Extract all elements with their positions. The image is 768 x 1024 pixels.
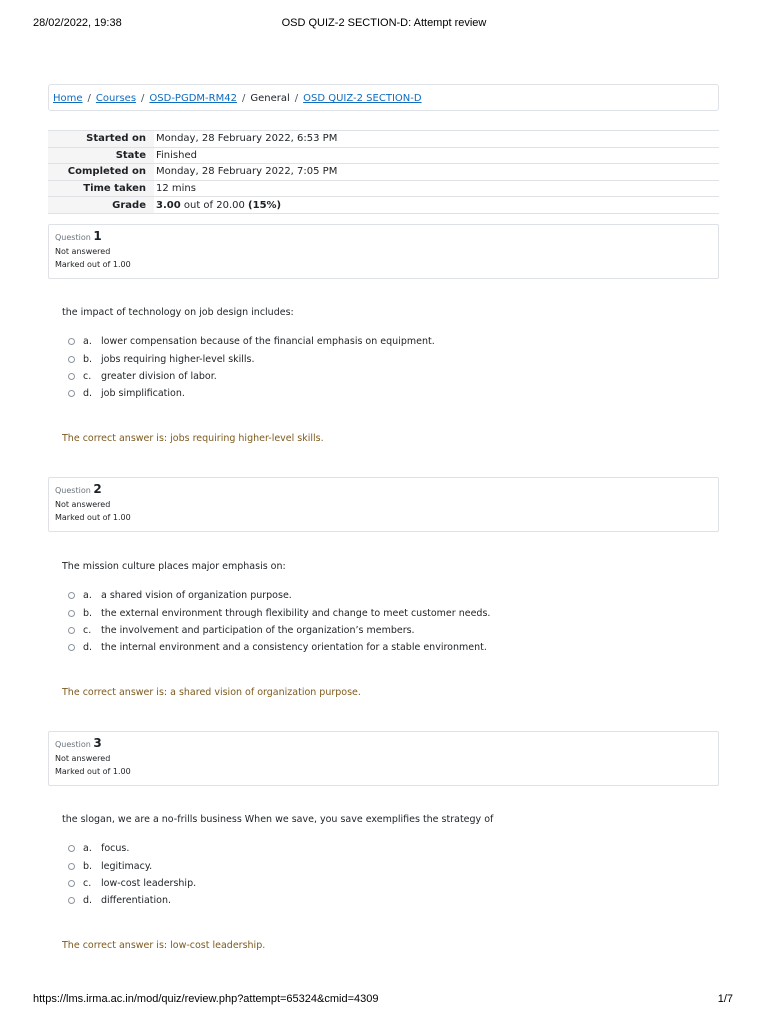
correct-answer-2: The correct answer is: a shared vision of organization purpose. <box>62 687 361 698</box>
question-text-1: the impact of technology on job design includes: <box>62 307 294 318</box>
question-info-1 <box>48 224 719 279</box>
answer-text: jobs requiring higher-level skills. <box>101 353 255 365</box>
started-label: Started on <box>48 131 154 148</box>
question-label: Question <box>55 486 91 495</box>
radio-button[interactable] <box>68 610 75 617</box>
summary-row-completed <box>48 164 719 181</box>
answer-letter: a. <box>83 843 92 855</box>
question-status: Not answered <box>55 754 111 763</box>
answer-letter: c. <box>83 370 92 382</box>
state-value: Finished <box>156 149 197 161</box>
answer-letter: c. <box>83 624 92 636</box>
answer-options-2 <box>68 587 490 657</box>
answer-text: differentiation. <box>101 895 172 907</box>
answer-text: lower compensation because of the financial emphasis on equipment. <box>101 336 435 348</box>
question-number: 1 <box>93 229 102 243</box>
breadcrumb-courses-link[interactable]: Courses <box>95 93 137 104</box>
answer-option[interactable] <box>68 857 196 874</box>
question-number: 2 <box>93 482 102 496</box>
summary-row-time <box>48 180 719 197</box>
question-info-3 <box>48 731 719 786</box>
answer-text: low-cost leadership. <box>101 877 197 889</box>
answer-letter: b. <box>83 607 93 619</box>
breadcrumb-separator: / <box>141 93 145 104</box>
question-number: 3 <box>93 736 102 750</box>
question-text-2: The mission culture places major emphasis on: <box>62 561 286 572</box>
answer-option[interactable] <box>68 333 435 350</box>
time-taken-value: 12 mins <box>156 183 196 195</box>
answer-text: the internal environment and a consistency orientation for a stable environment. <box>101 642 487 654</box>
answer-option[interactable] <box>68 385 435 402</box>
correct-answer-1: The correct answer is: jobs requiring higher-level skills. <box>62 433 324 444</box>
radio-button[interactable] <box>68 897 75 904</box>
state-label: State <box>48 147 154 164</box>
time-taken-label: Time taken <box>48 180 154 197</box>
answer-text: the external environment through flexibility and change to meet customer needs. <box>101 607 491 619</box>
breadcrumb <box>48 84 719 111</box>
answer-options-1 <box>68 333 435 403</box>
radio-button[interactable] <box>68 373 75 380</box>
answer-option[interactable] <box>68 875 196 892</box>
radio-button[interactable] <box>68 338 75 345</box>
answer-letter: c. <box>83 877 92 889</box>
answer-text: job simplification. <box>101 388 185 400</box>
radio-button[interactable] <box>68 627 75 634</box>
answer-option[interactable] <box>68 587 490 604</box>
answer-text: legitimacy. <box>101 860 153 872</box>
answer-option[interactable] <box>68 622 490 639</box>
completed-value: Monday, 28 February 2022, 7:05 PM <box>156 166 338 178</box>
question-info-2 <box>48 477 719 532</box>
grade-label: Grade <box>48 197 154 214</box>
summary-row-grade <box>48 197 719 214</box>
answer-option[interactable] <box>68 350 435 367</box>
grade-score: 3.00 <box>156 199 181 211</box>
radio-button[interactable] <box>68 845 75 852</box>
answer-text: greater division of labor. <box>101 370 217 382</box>
summary-row-started <box>48 131 719 148</box>
radio-button[interactable] <box>68 863 75 870</box>
answer-text: focus. <box>101 843 130 855</box>
answer-option[interactable] <box>68 604 490 621</box>
breadcrumb-course-link[interactable]: OSD-PGDM-RM42 <box>149 93 237 104</box>
print-url: https://lms.irma.ac.in/mod/quiz/review.php?attempt=65324&cmid=4309 <box>33 993 379 1005</box>
print-page-number: 1/7 <box>717 993 733 1005</box>
breadcrumb-home-link[interactable]: Home <box>53 93 83 104</box>
answer-letter: d. <box>83 388 93 400</box>
radio-button[interactable] <box>68 880 75 887</box>
grade-percent: (15%) <box>248 199 282 211</box>
answer-option[interactable] <box>68 368 435 385</box>
summary-row-state <box>48 147 719 164</box>
answer-letter: d. <box>83 895 93 907</box>
question-label: Question <box>55 233 91 242</box>
attempt-summary-table <box>48 130 719 214</box>
answer-letter: d. <box>83 642 93 654</box>
breadcrumb-separator: / <box>241 93 246 104</box>
breadcrumb-separator: / <box>294 93 299 104</box>
print-datetime: 28/02/2022, 19:38 <box>33 17 122 29</box>
question-marks: Marked out of 1.00 <box>55 513 131 522</box>
answer-text: a shared vision of organization purpose. <box>101 590 292 602</box>
answer-option[interactable] <box>68 840 196 857</box>
answer-options-3 <box>68 840 196 910</box>
radio-button[interactable] <box>68 356 75 363</box>
answer-text: the involvement and participation of the organization’s members. <box>101 624 415 636</box>
question-label: Question <box>55 740 91 749</box>
answer-letter: a. <box>83 336 92 348</box>
answer-option[interactable] <box>68 892 196 909</box>
breadcrumb-separator: / <box>87 93 91 104</box>
print-page-title: OSD QUIZ-2 SECTION-D: Attempt review <box>281 17 487 29</box>
radio-button[interactable] <box>68 390 75 397</box>
question-marks: Marked out of 1.00 <box>55 260 131 269</box>
print-header <box>0 17 768 31</box>
question-text-3: the slogan, we are a no-frills business When we save, you save exemplifies the strategy of <box>62 814 494 825</box>
question-status: Not answered <box>55 247 111 256</box>
breadcrumb-quiz-link[interactable]: OSD QUIZ-2 SECTION-D <box>303 93 422 104</box>
radio-button[interactable] <box>68 644 75 651</box>
completed-label: Completed on <box>48 164 154 181</box>
answer-letter: b. <box>83 860 93 872</box>
started-value: Monday, 28 February 2022, 6:53 PM <box>156 133 338 145</box>
print-footer <box>0 993 768 1007</box>
answer-option[interactable] <box>68 639 490 656</box>
question-marks: Marked out of 1.00 <box>55 767 131 776</box>
answer-letter: b. <box>83 353 93 365</box>
radio-button[interactable] <box>68 592 75 599</box>
question-status: Not answered <box>55 500 111 509</box>
grade-value <box>154 197 719 214</box>
answer-letter: a. <box>83 590 92 602</box>
grade-out-of: out of 20.00 <box>180 199 249 211</box>
breadcrumb-section: General <box>250 93 290 104</box>
correct-answer-3: The correct answer is: low-cost leadership. <box>62 940 266 951</box>
